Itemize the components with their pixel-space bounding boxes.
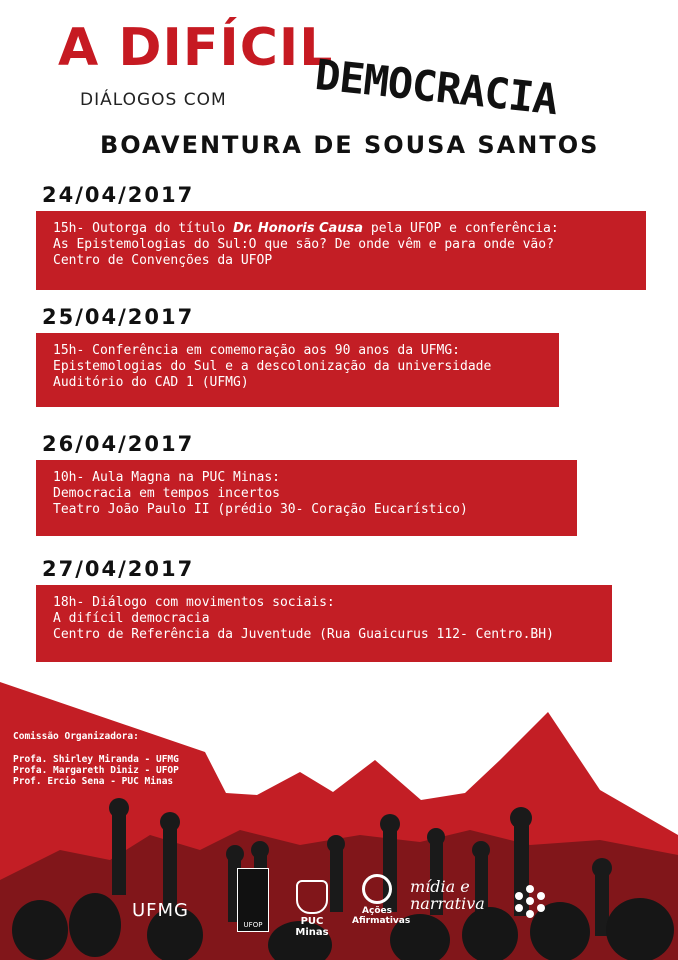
midia-logo-line-2: narrativa xyxy=(410,894,485,913)
title-part-1: A DIFÍCIL xyxy=(58,18,334,78)
event-3-line-2: Democracia em tempos incertos xyxy=(53,486,280,501)
event-4-line-1: 18h- Diálogo com movimentos sociais: xyxy=(53,595,335,610)
ufmg-logo xyxy=(132,900,189,921)
speaker-name: BOAVENTURA DE SOUSA SANTOS xyxy=(100,131,600,159)
organizers-block xyxy=(13,731,179,787)
puc-logo-text: PUC Minas xyxy=(295,916,329,938)
event-2-line-1: 15h- Conferência em comemoração aos 90 anos da UFMG: xyxy=(53,343,460,358)
event-2-line-2: Epistemologias do Sul e a descolonização da universidade xyxy=(53,359,492,374)
organizers-heading: Comissão Organizadora: xyxy=(13,731,139,742)
event-1-line-1-suffix: pela UFOP e conferência: xyxy=(363,221,559,236)
subtitle: DIÁLOGOS COM xyxy=(80,90,227,110)
network-icon xyxy=(513,884,547,918)
ufmg-logo-text: UFMG xyxy=(132,900,190,921)
midia-logo-line-1: mídia e xyxy=(410,877,470,896)
honoris-causa-emphasis: Dr. Honoris Causa xyxy=(233,221,364,236)
spiral-icon xyxy=(362,874,392,904)
event-1-line-3: Centro de Convenções da UFOP xyxy=(53,253,273,268)
ufop-logo xyxy=(237,868,269,932)
event-4-line-3: Centro de Referência da Juventude (Rua Guaicurus 112- Centro.BH) xyxy=(53,627,554,642)
event-date-4: 27/04/2017 xyxy=(42,557,195,581)
acoes-logo-text: Ações Afirmativas xyxy=(352,906,411,926)
midia-narrativa-logo xyxy=(410,878,485,912)
organizer-item: Profa. Margareth Diniz - UFOP xyxy=(13,765,179,776)
event-1-line-1-prefix: 15h- Outorga do título xyxy=(53,221,234,236)
event-date-1: 24/04/2017 xyxy=(42,183,195,207)
event-4-line-2: A difícil democracia xyxy=(53,611,210,626)
event-3-line-1: 10h- Aula Magna na PUC Minas: xyxy=(53,470,280,485)
title-part-2: DEMOCRACIA xyxy=(312,50,560,125)
event-date-3: 26/04/2017 xyxy=(42,432,195,456)
event-2-line-3: Auditório do CAD 1 (UFMG) xyxy=(53,375,249,390)
acoes-afirmativas-logo xyxy=(352,874,411,926)
puc-minas-logo xyxy=(286,880,338,938)
organizer-item: Profa. Shirley Miranda - UFMG xyxy=(13,754,179,765)
ufop-logo-text: UFOP xyxy=(243,921,263,929)
event-date-2: 25/04/2017 xyxy=(42,305,195,329)
puc-crest-icon xyxy=(296,880,328,914)
event-3-line-3: Teatro João Paulo II (prédio 30- Coração Eucarístico) xyxy=(53,502,468,517)
organizer-item: Prof. Ercio Sena - PUC Minas xyxy=(13,776,174,787)
event-1-line-2: As Epistemologias do Sul:O que são? De onde vêm e para onde vão? xyxy=(53,237,554,252)
